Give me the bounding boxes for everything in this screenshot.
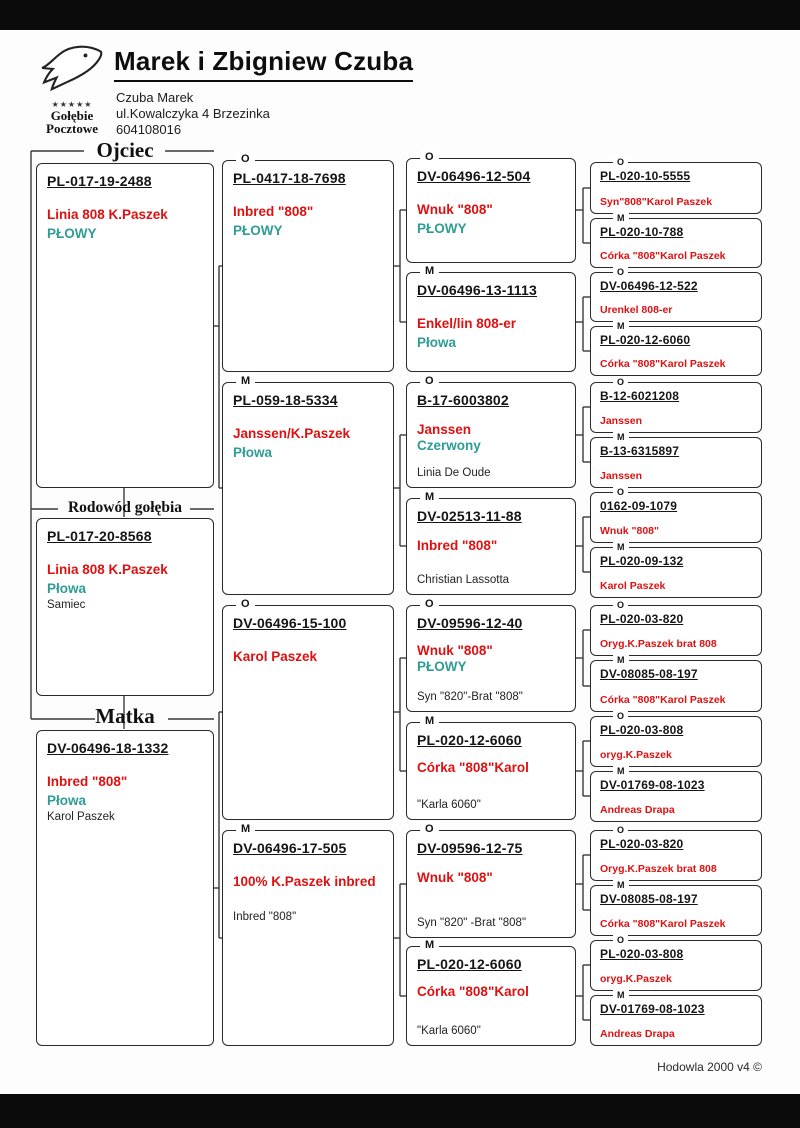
gen4-box	[590, 542, 762, 598]
line-teal: Czerwony	[417, 438, 481, 453]
line-note: "Karla 6060"	[417, 1025, 481, 1037]
line-red: Linia 808 K.Paszek	[47, 207, 168, 222]
gen4-box	[590, 432, 762, 488]
ring-number: B-12-6021208	[600, 389, 680, 403]
ring-number: DV-09596-12-75	[417, 840, 523, 856]
gen3-box	[406, 715, 576, 820]
subject-box	[36, 518, 214, 696]
sex-marker: O	[613, 599, 628, 611]
ring-number: DV-02513-11-88	[417, 508, 522, 524]
sex-marker: M	[613, 541, 629, 553]
sex-marker: M	[236, 374, 255, 389]
ring-number: PL-017-20-8568	[47, 528, 152, 544]
logo-text-line1: Gołębie	[50, 108, 94, 123]
ring-number: PL-020-12-6060	[600, 333, 691, 347]
ring-number: PL-020-12-6060	[417, 732, 522, 748]
ring-number: PL-020-03-820	[600, 837, 684, 851]
gen3-box	[406, 151, 576, 263]
sex-marker: M	[613, 765, 629, 777]
software-credit: Hodowla 2000 v4 ©	[657, 1060, 762, 1074]
logo-text-line2: Pocztowe	[46, 121, 98, 136]
subject-heading: Rodowód gołębia	[67, 499, 183, 516]
line-red: Córka "808"Karol	[417, 760, 529, 775]
sex-marker: O	[420, 597, 439, 612]
sex-marker: O	[613, 710, 628, 722]
gen4-box	[590, 655, 762, 712]
mother-heading: Matka	[95, 704, 155, 728]
gen2-box	[222, 153, 394, 372]
gen2-box	[222, 823, 394, 1046]
ring-number: 0162-09-1079	[600, 499, 678, 513]
sex-marker: M	[613, 879, 629, 891]
gen4-box	[590, 267, 762, 322]
line-red: Janssen	[600, 470, 643, 482]
page-title: Marek i Zbigniew Czuba	[114, 46, 413, 82]
line-red: Wnuk "808"	[417, 643, 493, 658]
line-red: Karol Paszek	[600, 580, 666, 592]
ring-number: PL-059-18-5334	[233, 392, 338, 408]
gen4-box	[590, 825, 762, 881]
line-teal: Płowa	[417, 335, 457, 350]
sex-marker: M	[613, 212, 629, 224]
line-red: Córka "808"Karol	[417, 984, 529, 999]
line-red: Linia 808 K.Paszek	[47, 562, 168, 577]
line-red: Oryg.K.Paszek brat 808	[600, 638, 717, 650]
line-red: Córka "808"Karol Paszek	[600, 918, 726, 930]
line-note: Inbred "808"	[233, 911, 297, 923]
line-red: Andreas Drapa	[600, 1028, 675, 1040]
gen4-box	[590, 157, 762, 214]
owner-address: ul.Kowalczyka 4 Brzezinka	[116, 106, 270, 121]
line-red: Inbred "808"	[233, 204, 314, 219]
ring-number: PL-017-19-2488	[47, 173, 152, 189]
ring-number: B-13-6315897	[600, 444, 680, 458]
line-red: Karol Paszek	[233, 649, 318, 664]
line-red: oryg.K.Paszek	[600, 749, 672, 761]
line-note: Christian Lassotta	[417, 574, 510, 586]
ring-number: B-17-6003802	[417, 392, 509, 408]
ring-number: DV-08085-08-197	[600, 667, 698, 681]
ring-number: PL-020-12-6060	[417, 956, 522, 972]
ring-number: PL-020-03-820	[600, 612, 684, 626]
gen4-box	[590, 990, 762, 1046]
line-red: Oryg.K.Paszek brat 808	[600, 863, 717, 875]
eagle-logo-icon	[36, 42, 108, 94]
gen2-box	[222, 598, 394, 820]
ring-number: DV-08085-08-197	[600, 892, 698, 906]
sex-marker: O	[420, 374, 439, 389]
line-teal: PŁOWY	[47, 226, 97, 241]
line-note: Syn "820"-Brat "808"	[417, 691, 523, 703]
line-note: Syn "820" -Brat "808"	[417, 917, 527, 929]
father-box	[36, 163, 214, 488]
line-teal: PŁOWY	[417, 659, 467, 674]
gen4-box	[590, 711, 762, 767]
line-teal: Płowa	[47, 793, 87, 808]
ring-number: PL-020-10-788	[600, 225, 684, 239]
sex-marker: O	[613, 156, 628, 168]
line-note: Karol Paszek	[47, 811, 115, 823]
ring-number: PL-020-10-5555	[600, 169, 691, 183]
sex-marker: M	[613, 431, 629, 443]
line-note: Samiec	[47, 599, 86, 611]
line-red: Janssen/K.Paszek	[233, 426, 351, 441]
logo-stars: ★★★★★	[51, 100, 93, 109]
ring-number: DV-06496-17-505	[233, 840, 347, 856]
line-red: Inbred "808"	[47, 774, 128, 789]
father-heading: Ojciec	[96, 138, 154, 162]
line-red: Enkel/lin 808-er	[417, 316, 517, 331]
gen4-box	[590, 766, 762, 822]
gen4-box	[590, 880, 762, 936]
gen4-box	[590, 377, 762, 433]
line-red: Córka "808"Karol Paszek	[600, 358, 726, 370]
line-red: Wnuk "808"	[600, 525, 659, 537]
line-red: Inbred "808"	[417, 538, 498, 553]
ring-number: DV-06496-15-100	[233, 615, 347, 631]
ring-number: PL-020-03-808	[600, 723, 684, 737]
line-red: Wnuk "808"	[417, 870, 493, 885]
gen3-box	[406, 598, 576, 712]
sex-marker: M	[420, 490, 439, 505]
gen4-box	[590, 321, 762, 376]
line-red: Urenkel 808-er	[600, 304, 673, 316]
sex-marker: M	[420, 714, 439, 729]
sex-marker: M	[613, 654, 629, 666]
line-note: "Karla 6060"	[417, 799, 481, 811]
gen4-box	[590, 935, 762, 991]
line-red: Syn"808"Karol Paszek	[600, 196, 713, 208]
gen4-box	[590, 213, 762, 268]
gen3-box	[406, 265, 576, 372]
ring-number: PL-0417-18-7698	[233, 170, 346, 186]
line-red: Córka "808"Karol Paszek	[600, 694, 726, 706]
sex-marker: M	[420, 264, 439, 279]
sex-marker: O	[613, 376, 628, 388]
line-note: Linia De Oude	[417, 467, 491, 479]
sex-marker: M	[236, 822, 255, 837]
sex-marker: O	[613, 486, 628, 498]
sex-marker: O	[613, 266, 628, 278]
line-teal: Płowa	[47, 581, 87, 596]
sex-marker: O	[236, 597, 255, 612]
line-red: Wnuk "808"	[417, 202, 493, 217]
line-teal: Płowa	[233, 445, 273, 460]
gen4-box	[590, 487, 762, 543]
gen3-box	[406, 375, 576, 488]
sex-marker: O	[613, 824, 628, 836]
gen4-box	[590, 600, 762, 656]
sex-marker: M	[420, 938, 439, 953]
ring-number: DV-01769-08-1023	[600, 1002, 705, 1016]
sex-marker: O	[613, 934, 628, 946]
logo	[34, 42, 110, 135]
line-red: Córka "808"Karol Paszek	[600, 250, 726, 262]
ring-number: DV-09596-12-40	[417, 615, 523, 631]
gen2-box	[222, 375, 394, 595]
bottom-black-bar	[0, 1094, 800, 1128]
line-teal: PŁOWY	[417, 221, 467, 236]
mother-box	[36, 730, 214, 1046]
owner-phone: 604108016	[116, 122, 182, 137]
top-black-bar	[0, 0, 800, 30]
gen3-box	[406, 491, 576, 595]
line-teal: PŁOWY	[233, 223, 283, 238]
ring-number: DV-06496-13-1113	[417, 282, 537, 298]
line-red: Janssen	[600, 415, 643, 427]
line-red: 100% K.Paszek inbred	[233, 874, 376, 889]
sex-marker: M	[613, 320, 629, 332]
ring-number: DV-01769-08-1023	[600, 778, 705, 792]
line-red: Andreas Drapa	[600, 804, 675, 816]
ring-number: DV-06496-18-1332	[47, 740, 169, 756]
ring-number: DV-06496-12-522	[600, 279, 698, 293]
gen3-box	[406, 823, 576, 938]
ring-number: PL-020-09-132	[600, 554, 684, 568]
sex-marker: M	[613, 989, 629, 1001]
gen3-box	[406, 939, 576, 1046]
line-red: oryg.K.Paszek	[600, 973, 672, 985]
sex-marker: O	[420, 822, 439, 837]
line-red: Janssen	[417, 422, 472, 437]
ring-number: DV-06496-12-504	[417, 168, 531, 184]
owner-name: Czuba Marek	[116, 90, 194, 105]
ring-number: PL-020-03-808	[600, 947, 684, 961]
sex-marker: O	[236, 152, 255, 167]
sex-marker: O	[420, 150, 439, 165]
